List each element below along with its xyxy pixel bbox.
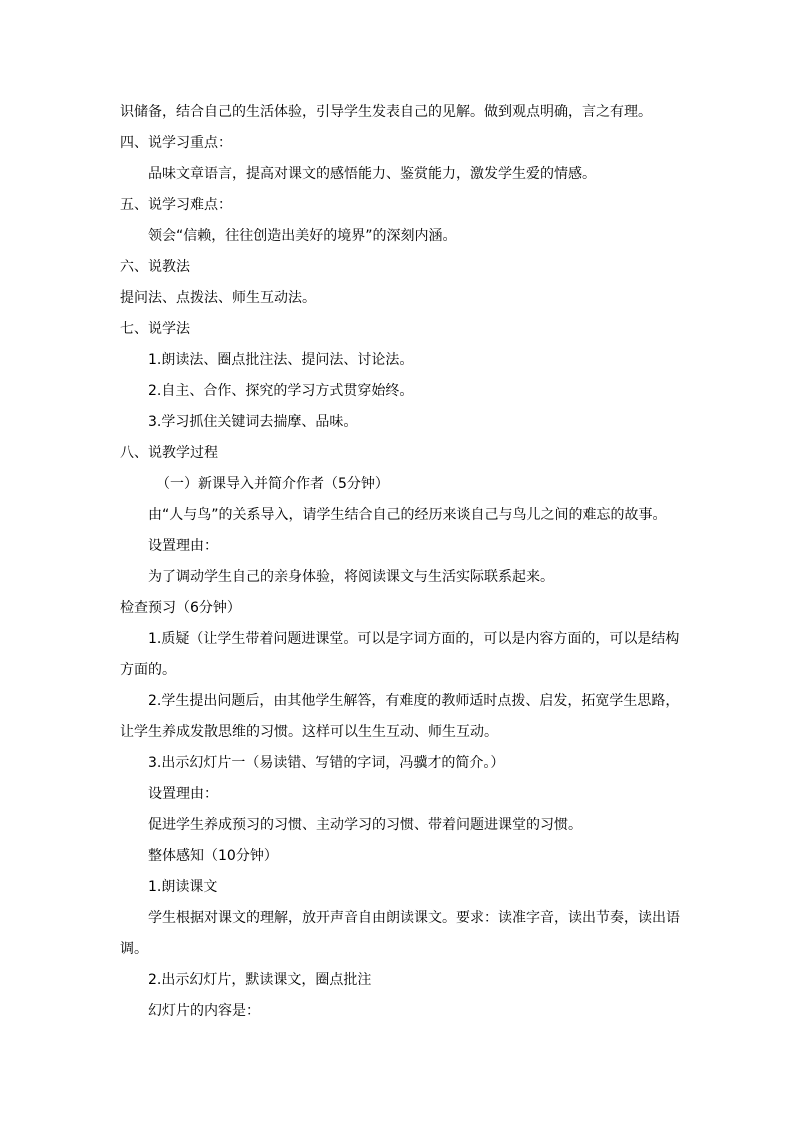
text-line: 调。: [120, 941, 148, 957]
text-line: 领会“信赖，往往创造出美好的境界”的深刻内涵。: [148, 228, 457, 244]
text-line: 设置理由：: [148, 538, 218, 554]
list-item: 2.自主、合作、探究的学习方式贯穿始终。: [148, 383, 414, 399]
text-line: 提问法、点拨法、师生互动法。: [120, 290, 316, 306]
text-line: 品味文章语言，提高对课文的感悟能力、鉴赏能力，激发学生爱的情感。: [148, 166, 596, 182]
subheading: 检查预习（6分钟）: [120, 600, 241, 616]
list-item: 2.出示幻灯片，默读课文，圈点批注: [148, 972, 372, 988]
subheading: 整体感知（10分钟）: [148, 848, 278, 864]
text-line: 幻灯片的内容是：: [148, 1003, 260, 1019]
list-item: 1.朗读课文: [148, 879, 218, 895]
text-line: 由“人与鸟”的关系导入，请学生结合自己的经历来谈自己与鸟儿之间的难忘的故事。: [148, 507, 667, 523]
list-item: 2.学生提出问题后，由其他学生解答，有难度的教师适时点拨、启发，拓宽学生思路，: [148, 693, 680, 709]
list-item: 1.质疑（让学生带着问题进课堂。可以是字词方面的，可以是内容方面的，可以是结构: [148, 631, 680, 647]
text-line: 识储备，结合自己的生活体验，引导学生发表自己的见解。做到观点明确，言之有理。: [120, 104, 652, 120]
list-item: 3.出示幻灯片一（易读错、写错的字词，冯骥才的简介。）: [148, 755, 505, 771]
heading-teaching-methods: 六、说教法: [120, 259, 190, 275]
subheading: （一）新课导入并简介作者（5分钟）: [156, 476, 389, 492]
heading-key-points: 四、说学习重点：: [120, 135, 232, 151]
text-line: 方面的。: [120, 662, 176, 678]
list-item: 3.学习抓住关键词去揣摩、品味。: [148, 414, 358, 430]
text-line: 设置理由：: [148, 786, 218, 802]
heading-teaching-process: 八、说教学过程: [120, 445, 218, 461]
text-line: 促进学生养成预习的习惯、主动学习的习惯、带着问题进课堂的习惯。: [148, 817, 582, 833]
heading-learning-methods: 七、说学法: [120, 321, 190, 337]
text-line: 学生根据对课文的理解，放开声音自由朗读课文。要求：读准字音，读出节奏，读出语: [148, 910, 680, 926]
text-line: 让学生养成发散思维的习惯。这样可以生生互动、师生互动。: [120, 724, 498, 740]
text-line: 为了调动学生自己的亲身体验，将阅读课文与生活实际联系起来。: [148, 569, 554, 585]
list-item: 1.朗读法、圈点批注法、提问法、讨论法。: [148, 352, 414, 368]
heading-difficult-points: 五、说学习难点：: [120, 197, 232, 213]
